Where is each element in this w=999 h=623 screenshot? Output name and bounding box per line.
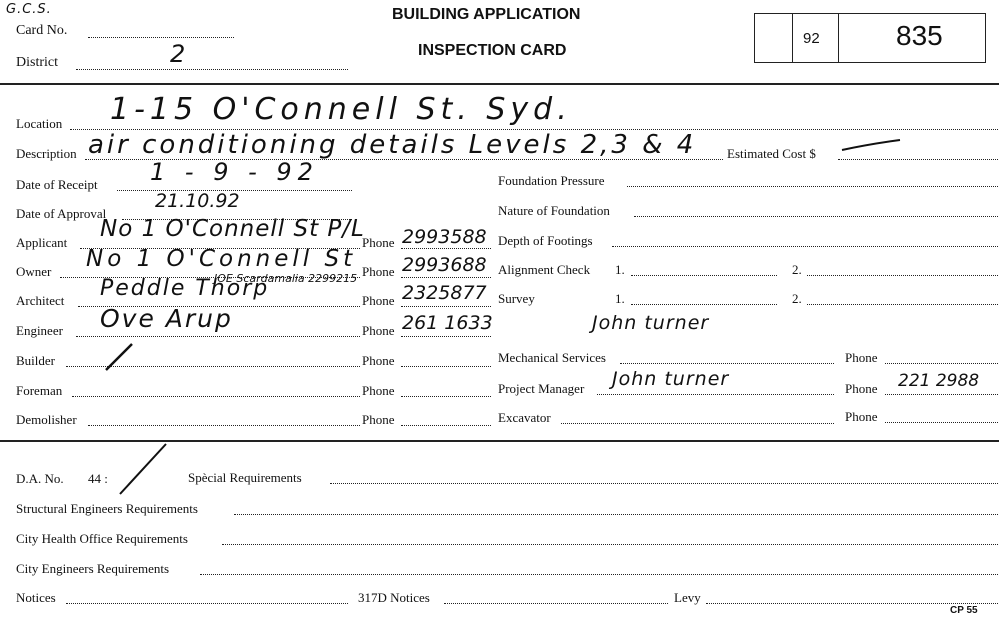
card-number: 835 (896, 20, 943, 51)
owner-phone-value: 2993688 (402, 254, 487, 276)
da-no-label: D.A. No. (16, 471, 64, 486)
health-requirements-label: City Health Office Requirements (16, 531, 188, 546)
estimated-cost-label: Estimated Cost $ (727, 146, 816, 161)
city-engineers-requirements-field[interactable] (200, 574, 998, 575)
da-slash-mark (114, 440, 170, 498)
card-no-field[interactable] (88, 37, 234, 38)
survey-item-1: 1. (615, 291, 625, 306)
builder-slash-mark (100, 340, 140, 374)
nature-foundation-field[interactable] (634, 216, 998, 217)
engineer-phone-field[interactable] (401, 336, 491, 337)
survey-note: John turner (592, 312, 710, 334)
applicant-phone-value: 2993588 (402, 226, 487, 248)
card-number-box (754, 13, 986, 63)
architect-value: Peddle Thorp (100, 276, 270, 301)
owner-phone-field[interactable] (401, 277, 491, 278)
excavator-field[interactable] (561, 423, 834, 424)
structural-requirements-label: Structural Engineers Requirements (16, 501, 198, 516)
applicant-value: No 1 O'Connell St P/L (100, 216, 365, 242)
box-divider-2 (838, 14, 839, 62)
foreman-label: Foreman (16, 383, 63, 398)
box-divider-1 (792, 14, 793, 62)
health-requirements-field[interactable] (222, 544, 998, 545)
notices-label: Notices (16, 590, 56, 605)
survey-item-2: 2. (792, 291, 802, 306)
project-manager-label: Project Manager (498, 381, 585, 396)
alignment-field-1[interactable] (631, 275, 777, 276)
applicant-label: Applicant (16, 235, 68, 250)
mechanical-phone-label: Phone (845, 350, 878, 365)
excavator-phone-label: Phone (845, 409, 878, 424)
city-engineers-requirements-label: City Engineers Requirements (16, 561, 170, 576)
alignment-field-2[interactable] (807, 275, 998, 276)
engineer-phone-value: 261 1633 (402, 312, 493, 334)
title-line-1: BUILDING APPLICATION (392, 6, 581, 23)
project-manager-phone-field[interactable] (885, 394, 998, 395)
mechanical-phone-field[interactable] (885, 363, 998, 364)
architect-label: Architect (16, 293, 65, 308)
builder-label: Builder (16, 353, 55, 368)
special-requirements-field[interactable] (330, 483, 998, 484)
owner-label: Owner (16, 264, 52, 279)
levy-field[interactable] (706, 603, 998, 604)
builder-phone-label: Phone (362, 353, 395, 368)
description-label: Description (16, 146, 77, 161)
alignment-check-label: Alignment Check (498, 262, 591, 277)
cost-dash-mark (840, 136, 904, 156)
location-label: Location (16, 116, 63, 131)
project-manager-value: John turner (612, 368, 730, 390)
gcs-note: G.C.S. (6, 2, 52, 17)
applicant-phone-label: Phone (362, 235, 395, 250)
header-divider (0, 83, 999, 85)
alignment-item-1: 1. (615, 262, 625, 277)
owner-phone-label: Phone (362, 264, 395, 279)
demolisher-phone-field[interactable] (401, 425, 491, 426)
project-manager-phone-value: 221 2988 (898, 371, 980, 391)
foreman-phone-label: Phone (362, 383, 395, 398)
special-requirements-label: Spècial Requirements (188, 470, 302, 485)
card-no-label: Card No. (16, 23, 68, 38)
engineer-label: Engineer (16, 323, 63, 338)
owner-value: No 1 O'Connell St (86, 246, 357, 272)
form-code: CP 55 (950, 605, 978, 616)
district-field[interactable] (76, 69, 348, 70)
depth-footings-field[interactable] (612, 246, 998, 247)
engineer-value: Ove Arup (100, 304, 233, 333)
date-receipt-value: 1 - 9 - 92 (150, 158, 319, 186)
foreman-field[interactable] (72, 396, 360, 397)
architect-phone-value: 2325877 (402, 282, 487, 304)
alignment-item-2: 2. (792, 262, 802, 277)
excavator-label: Excavator (498, 410, 551, 425)
notices-317d-label: 317D Notices (358, 590, 430, 605)
survey-label: Survey (498, 291, 535, 306)
demolisher-field[interactable] (88, 425, 360, 426)
location-value: 1-15 O'Connell St. Syd. (110, 92, 572, 127)
foundation-pressure-label: Foundation Pressure (498, 173, 605, 188)
mechanical-services-field[interactable] (620, 363, 834, 364)
da-no-value: 44 : (88, 471, 108, 486)
levy-label: Levy (674, 590, 701, 605)
foreman-phone-field[interactable] (401, 396, 491, 397)
mechanical-services-label: Mechanical Services (498, 350, 606, 365)
architect-phone-label: Phone (362, 293, 395, 308)
excavator-phone-field[interactable] (885, 422, 998, 423)
district-value: 2 (170, 40, 187, 68)
date-receipt-label: Date of Receipt (16, 177, 98, 192)
notices-field[interactable] (66, 603, 348, 604)
description-value: air conditioning details Levels 2,3 & 4 (88, 130, 697, 160)
depth-footings-label: Depth of Footings (498, 233, 593, 248)
nature-foundation-label: Nature of Foundation (498, 203, 610, 218)
structural-requirements-field[interactable] (234, 514, 998, 515)
engineer-phone-label: Phone (362, 323, 395, 338)
demolisher-phone-label: Phone (362, 412, 395, 427)
architect-contact: JOE Scardamalia 2299215 (214, 272, 358, 285)
engineer-field[interactable] (76, 336, 360, 337)
title-line-2: INSPECTION CARD (418, 42, 567, 59)
date-approval-value: 21.10.92 (155, 190, 240, 212)
survey-field-2[interactable] (807, 304, 998, 305)
survey-field-1[interactable] (631, 304, 777, 305)
applicant-phone-field[interactable] (401, 248, 491, 249)
notices-317d-field[interactable] (444, 603, 668, 604)
card-prefix: 92 (803, 30, 820, 47)
demolisher-label: Demolisher (16, 412, 77, 427)
foundation-pressure-field[interactable] (627, 186, 998, 187)
builder-phone-field[interactable] (401, 366, 491, 367)
estimated-cost-field[interactable] (838, 159, 998, 160)
architect-phone-field[interactable] (401, 306, 491, 307)
date-approval-label: Date of Approval (16, 206, 107, 221)
project-manager-field[interactable] (597, 394, 834, 395)
district-label: District (16, 55, 58, 70)
project-manager-phone-label: Phone (845, 381, 878, 396)
